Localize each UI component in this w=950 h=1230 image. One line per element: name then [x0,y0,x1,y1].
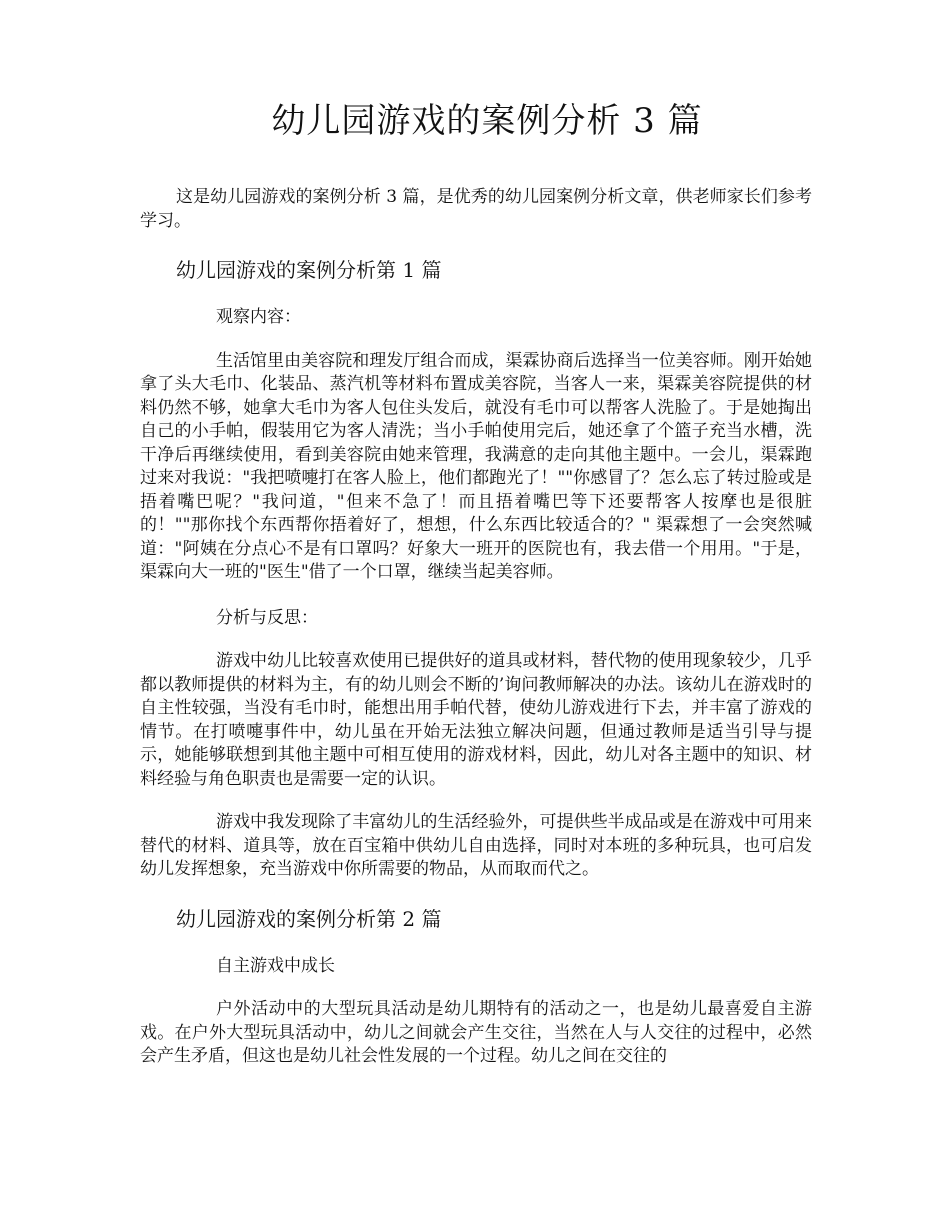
section-1-heading: 幼儿园游戏的案例分析第 1 篇 [176,258,442,282]
document-page [140,0,812,1069]
observe-label: 观察内容： [216,307,301,327]
section-2-sub-label: 自主游戏中成长 [216,955,335,976]
analysis-label: 分析与反思： [216,607,318,628]
analysis-paragraph-2: 游戏中我发现除了丰富幼儿的生活经验外，可提供些半成品或是在游戏中可用来替代的材料、道具等，放在百宝箱中供幼儿自由选择，同时对本班的多种玩具，也可启发幼儿发挥想象，充当游戏中你所需要的物品，从而取而代之。 [140,812,812,879]
section-2-paragraph-1: 户外活动中的大型玩具活动是幼儿期特有的活动之一，也是幼儿最喜爱自主游戏。在户外大型玩具活动中，幼儿之间就会产生交往，当然在人与人交往的过程中，必然会产生矛盾，但这也是幼儿社会性发展的一个过程。幼儿之间在交往的 [140,999,812,1066]
intro-paragraph: 这是幼儿园游戏的案例分析 3 篇，是优秀的幼儿园案例分析文章，供老师家长们参考学习。 [140,187,812,231]
section-2-heading: 幼儿园游戏的案例分析第 2 篇 [176,906,442,931]
analysis-paragraph-1: 游戏中幼儿比较喜欢使用已提供好的道具或材料，替代物的使用现象较少，几乎都以教师提供的材料为主，有的幼儿则会不断的’询问教师解决的办法。该幼儿在游戏时的自主性较强，当没有毛巾时，能想出用手帕代替，使幼儿游戏进行下去，并丰富了游戏的情节。在打喷嚏事件中，幼儿虽在开始无法独立解决问题，但通过教师是适当引导与提示，她能够联想到其他主题中可相互使用的游戏材料，因此，幼儿对各主题中的知识、材料经验与角色职责也是需要一定的认识。 [140,651,812,789]
observe-paragraph: 生活馆里由美容院和理发厅组合而成，渠霖协商后选择当一位美容师。刚开始她拿了头大毛巾、化装品、蒸汽机等材料布置成美容院，当客人一来，渠霖美容院提供的材料仍然不够，她拿大毛巾为客人包住头发后，就没有毛巾可以帮客人洗脸了。于是她掏出自己的小手帕，假装用它为客人清洗；当小手帕使用完后，她还拿了个篮子充当水槽，洗干净后再继续使用，看到美容院由她来管理，我满意的走向其他主题中。一会儿，渠霖跑过来对我说："我把喷嚏打在客人脸上，他们都跑光了！""你感冒了？怎么忘了转过脸或是捂着嘴巴呢？"我问道，"但来不急了！而且捂着嘴巴等下还要帮客人按摩也是很脏的！""那你找个东西帮你捂着好了，想想，什么东西比较适合的？" 渠霖想了一会突然喊道："阿姨在分点心不是有口罩吗？好象大一班开的医院也有，我去借一个用用。"于是，渠霖向大一班的"医生"借了一个口罩，继续当起美容师。 [140,350,812,582]
document-title: 幼儿园游戏的案例分析 3 篇 [271,101,703,141]
